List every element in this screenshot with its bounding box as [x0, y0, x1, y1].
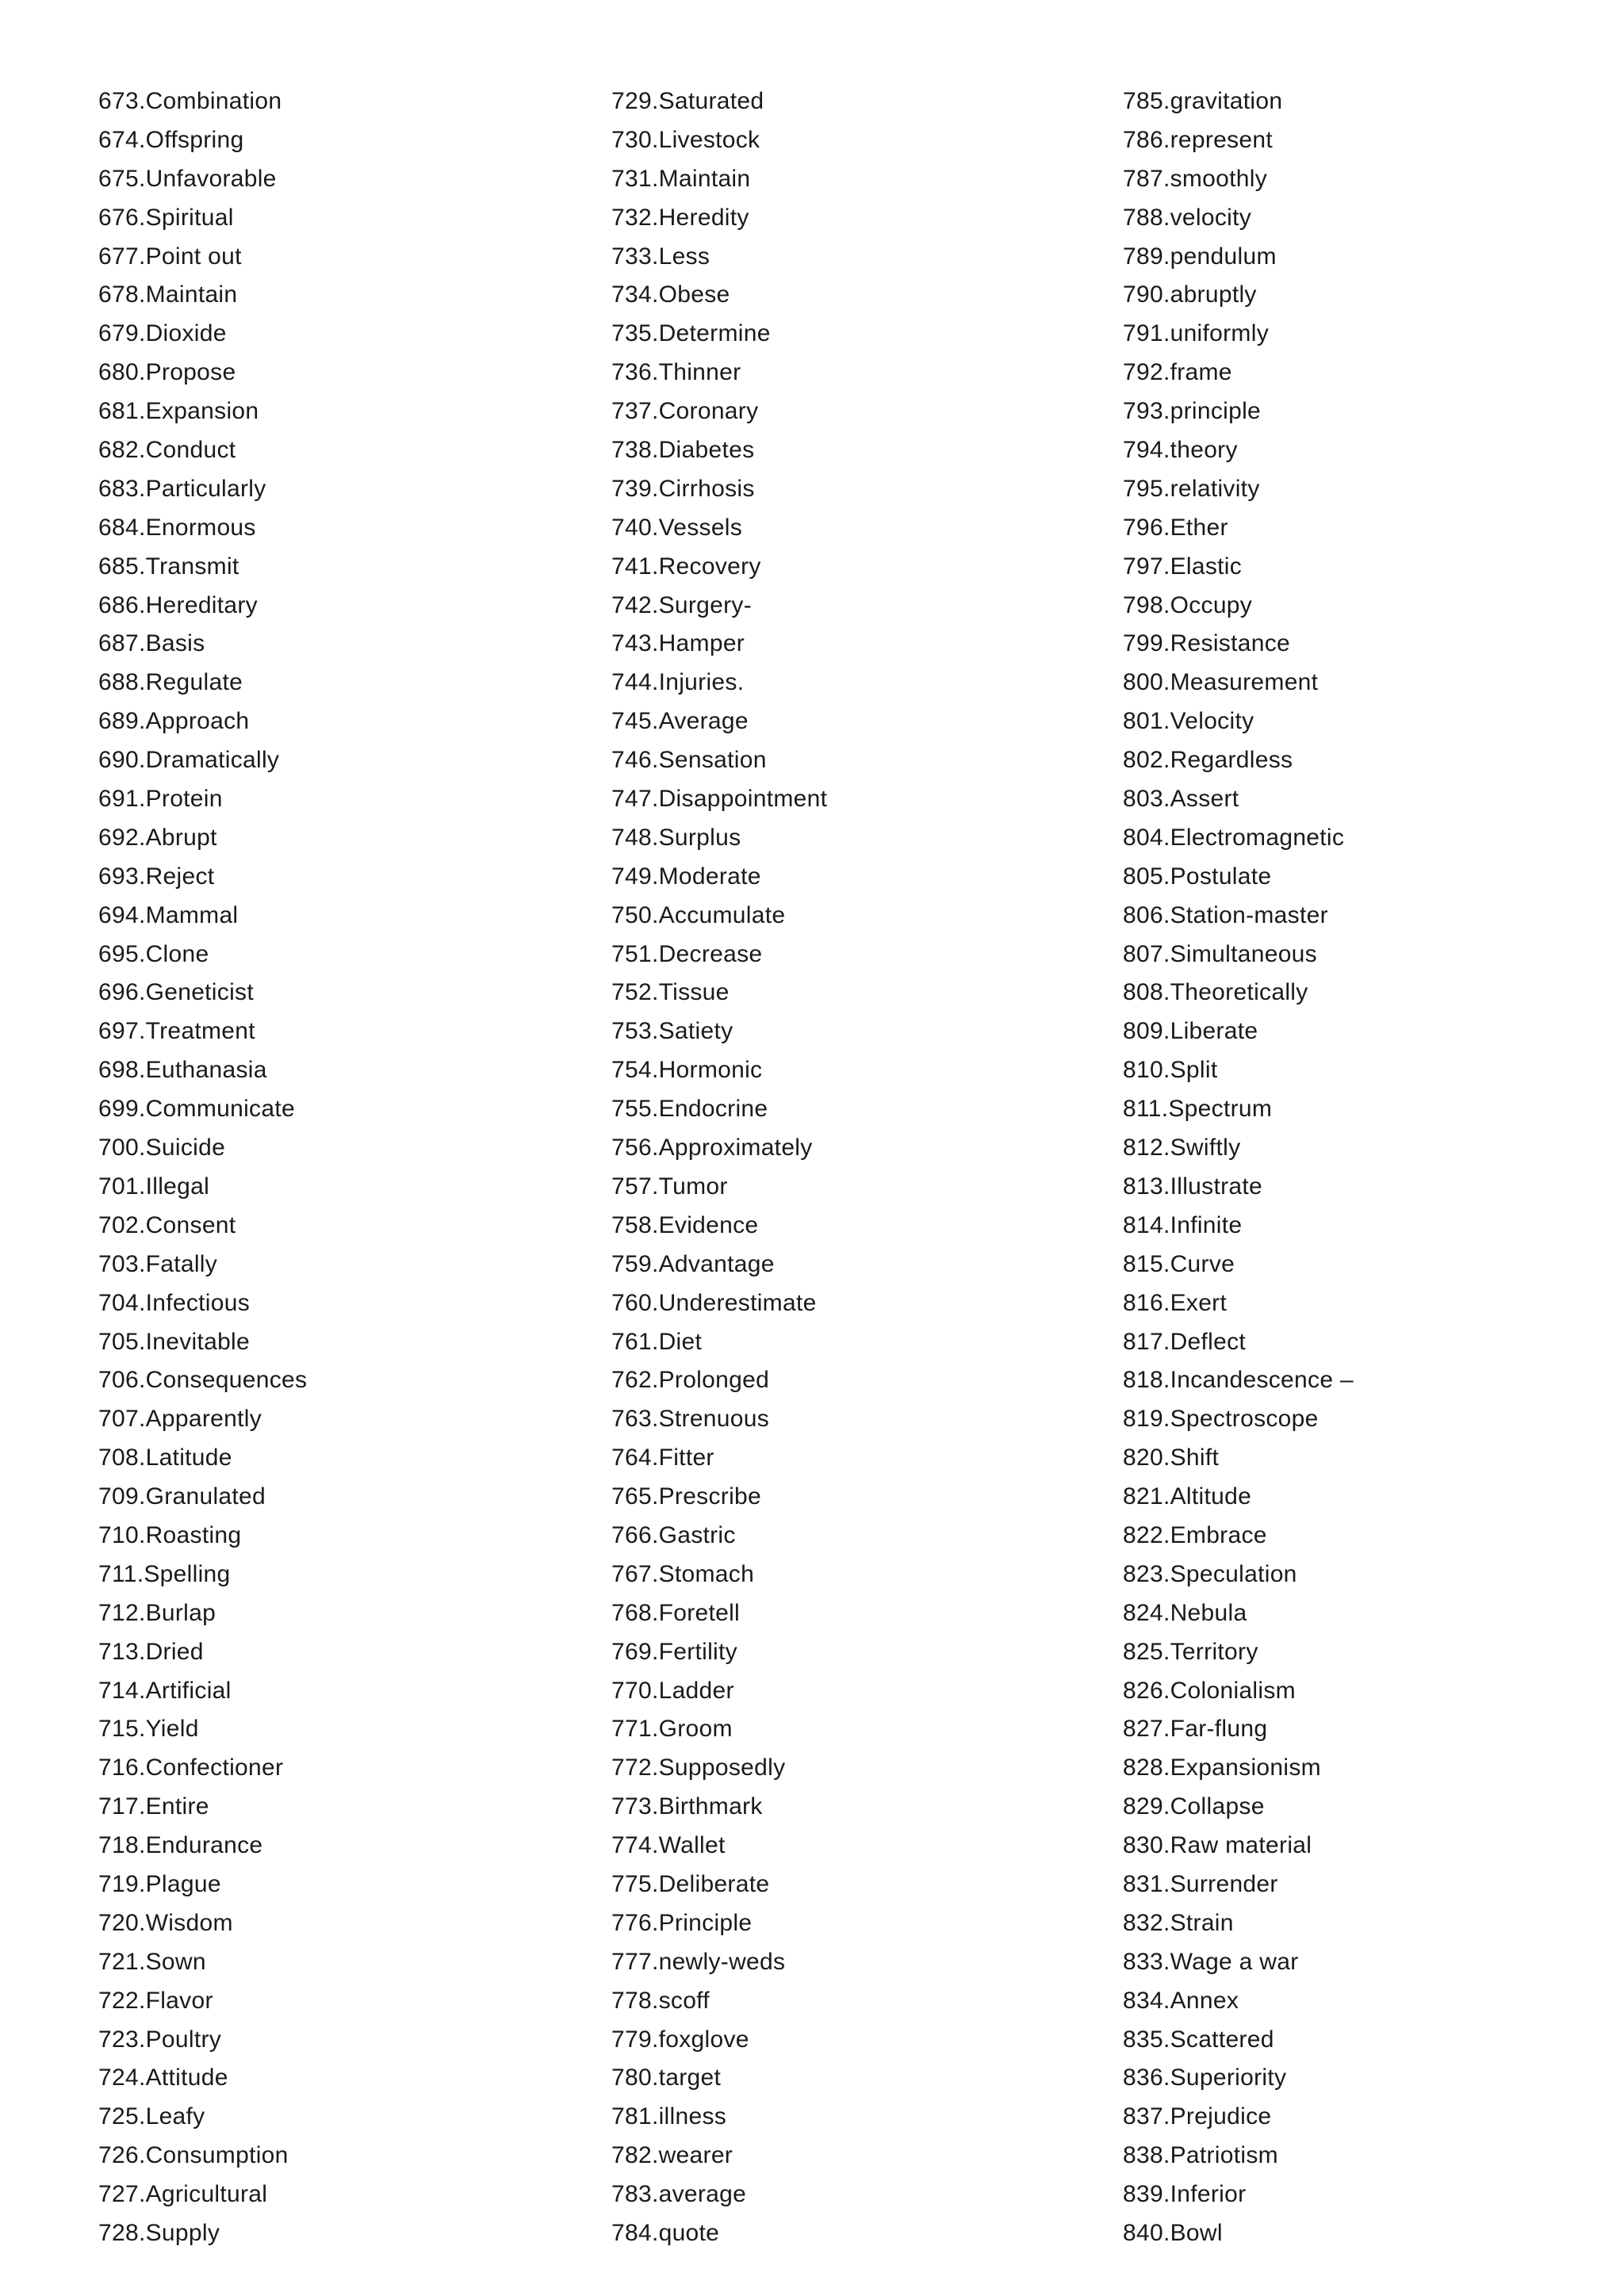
- word-entry: 830.Raw material: [1123, 1832, 1312, 1859]
- word-entry: 793.principle: [1123, 398, 1262, 425]
- word-column-1: [98, 82, 307, 2253]
- word-entry: 749.Moderate: [611, 863, 761, 890]
- word-entry: 823.Speculation: [1123, 1560, 1297, 1587]
- word-entry: 694.Mammal: [98, 901, 239, 928]
- word-entry: 756.Approximately: [611, 1135, 813, 1161]
- word-entry: 807.Simultaneous: [1123, 940, 1317, 967]
- word-entry: 718.Endurance: [98, 1832, 263, 1859]
- word-entry: 813.Illustrate: [1123, 1173, 1262, 1200]
- word-entry: 677.Point out: [98, 243, 242, 270]
- word-entry: 764.Fitter: [611, 1445, 714, 1471]
- word-entry: 691.Protein: [98, 786, 223, 813]
- word-entry: 778.scoff: [611, 1987, 710, 2014]
- word-entry: 695.Clone: [98, 940, 209, 967]
- word-entry: 804.Electromagnetic: [1123, 824, 1345, 851]
- word-entry: 817.Deflect: [1123, 1328, 1247, 1355]
- word-column-3: [1123, 82, 1354, 2253]
- word-entry: 838.Patriotism: [1123, 2142, 1278, 2169]
- word-entry: 797.Elastic: [1123, 553, 1243, 580]
- word-entry: 834.Annex: [1123, 1987, 1239, 2014]
- word-entry: 782.wearer: [611, 2142, 733, 2169]
- word-entry: 744.Injuries.: [611, 669, 745, 696]
- word-entry: 741.Recovery: [611, 553, 761, 580]
- word-entry: 760.Underestimate: [611, 1289, 817, 1316]
- word-entry: 754.Hormonic: [611, 1057, 763, 1084]
- word-entry: 700.Suicide: [98, 1135, 226, 1161]
- word-entry: 758.Evidence: [611, 1211, 759, 1238]
- word-entry: 825.Territory: [1123, 1638, 1258, 1665]
- word-entry: 826.Colonialism: [1123, 1677, 1296, 1704]
- word-entry: 731.Maintain: [611, 165, 751, 192]
- word-column-2: [611, 82, 827, 2253]
- word-entry: 704.Infectious: [98, 1289, 250, 1316]
- word-entry: 679.Dioxide: [98, 320, 227, 347]
- word-entry: 674.Offspring: [98, 126, 244, 153]
- word-entry: 766.Gastric: [611, 1521, 736, 1548]
- word-entry: 781.illness: [611, 2103, 727, 2130]
- word-entry: 828.Expansionism: [1123, 1755, 1321, 1781]
- word-entry: 705.Inevitable: [98, 1328, 251, 1355]
- word-entry: 787.smoothly: [1123, 165, 1268, 192]
- word-entry: 761.Diet: [611, 1328, 703, 1355]
- word-entry: 799.Resistance: [1123, 630, 1290, 657]
- word-entry: 706.Consequences: [98, 1367, 308, 1394]
- word-entry: 689.Approach: [98, 708, 250, 735]
- word-entry: 821.Altitude: [1123, 1483, 1252, 1510]
- word-entry: 717.Entire: [98, 1793, 209, 1820]
- word-entry: 675.Unfavorable: [98, 165, 277, 192]
- word-entry: 757.Tumor: [611, 1173, 728, 1200]
- word-entry: 774.Wallet: [611, 1832, 726, 1859]
- word-entry: 752.Tissue: [611, 979, 730, 1006]
- word-entry: 795.relativity: [1123, 475, 1260, 502]
- word-entry: 737.Coronary: [611, 398, 759, 425]
- word-entry: 833.Wage a war: [1123, 1948, 1299, 1975]
- word-entry: 811.Spectrum: [1123, 1096, 1273, 1123]
- word-entry: 683.Particularly: [98, 475, 266, 502]
- word-entry: 790.abruptly: [1123, 281, 1257, 308]
- word-entry: 719.Plague: [98, 1870, 221, 1897]
- word-entry: 740.Vessels: [611, 514, 743, 541]
- word-entry: 699.Communicate: [98, 1096, 295, 1123]
- word-entry: 819.Spectroscope: [1123, 1406, 1319, 1433]
- word-entry: 763.Strenuous: [611, 1406, 770, 1433]
- word-entry: 840.Bowl: [1123, 2219, 1223, 2246]
- word-entry: 743.Hamper: [611, 630, 745, 657]
- word-entry: 701.Illegal: [98, 1173, 210, 1200]
- word-entry: 681.Expansion: [98, 398, 259, 425]
- word-entry: 771.Groom: [611, 1716, 733, 1743]
- word-entry: 702.Consent: [98, 1211, 236, 1238]
- word-entry: 839.Inferior: [1123, 2181, 1247, 2208]
- word-entry: 768.Foretell: [611, 1599, 741, 1626]
- word-entry: 726.Consumption: [98, 2142, 289, 2169]
- word-entry: 802.Regardless: [1123, 747, 1293, 774]
- word-entry: 777.newly-weds: [611, 1948, 786, 1975]
- word-entry: 751.Decrease: [611, 940, 763, 967]
- word-entry: 750.Accumulate: [611, 901, 786, 928]
- word-entry: 835.Scattered: [1123, 2026, 1274, 2053]
- word-entry: 742.Surgery-: [611, 591, 753, 618]
- word-entry: 769.Fertility: [611, 1638, 737, 1665]
- word-entry: 676.Spiritual: [98, 204, 234, 231]
- word-entry: 709.Granulated: [98, 1483, 266, 1510]
- word-entry: 772.Supposedly: [611, 1755, 786, 1781]
- word-entry: 832.Strain: [1123, 1909, 1234, 1936]
- word-entry: 715.Yield: [98, 1716, 199, 1743]
- word-entry: 684.Enormous: [98, 514, 256, 541]
- word-entry: 831.Surrender: [1123, 1870, 1278, 1897]
- word-entry: 801.Velocity: [1123, 708, 1254, 735]
- word-entry: 692.Abrupt: [98, 824, 217, 851]
- word-entry: 708.Latitude: [98, 1445, 232, 1471]
- word-entry: 678.Maintain: [98, 281, 238, 308]
- word-entry: 808.Theoretically: [1123, 979, 1308, 1006]
- word-entry: 827.Far-flung: [1123, 1716, 1268, 1743]
- word-entry: 739.Cirrhosis: [611, 475, 755, 502]
- word-entry: 732.Heredity: [611, 204, 749, 231]
- word-entry: 755.Endocrine: [611, 1096, 768, 1123]
- word-entry: 747.Disappointment: [611, 786, 828, 813]
- word-entry: 730.Livestock: [611, 126, 760, 153]
- word-entry: 816.Exert: [1123, 1289, 1228, 1316]
- word-entry: 698.Euthanasia: [98, 1057, 267, 1084]
- word-entry: 687.Basis: [98, 630, 205, 657]
- word-entry: 686.Hereditary: [98, 591, 258, 618]
- word-entry: 796.Ether: [1123, 514, 1228, 541]
- word-entry: 712.Burlap: [98, 1599, 216, 1626]
- word-entry: 820.Shift: [1123, 1445, 1220, 1471]
- word-entry: 680.Propose: [98, 359, 236, 386]
- word-entry: 722.Flavor: [98, 1987, 213, 2014]
- word-entry: 690.Dramatically: [98, 747, 280, 774]
- word-entry: 745.Average: [611, 708, 749, 735]
- word-entry: 767.Stomach: [611, 1560, 755, 1587]
- word-entry: 776.Principle: [611, 1909, 753, 1936]
- word-entry: 806.Station-master: [1123, 901, 1328, 928]
- word-entry: 815.Curve: [1123, 1250, 1235, 1277]
- word-entry: 792.frame: [1123, 359, 1232, 386]
- word-entry: 759.Advantage: [611, 1250, 775, 1277]
- word-entry: 714.Artificial: [98, 1677, 232, 1704]
- word-entry: 779.foxglove: [611, 2026, 749, 2053]
- word-entry: 703.Fatally: [98, 1250, 218, 1277]
- word-entry: 721.Sown: [98, 1948, 206, 1975]
- word-entry: 724.Attitude: [98, 2064, 228, 2091]
- word-entry: 713.Dried: [98, 1638, 204, 1665]
- word-entry: 738.Diabetes: [611, 437, 755, 464]
- word-entry: 794.theory: [1123, 437, 1238, 464]
- word-entry: 697.Treatment: [98, 1018, 255, 1045]
- word-entry: 711.Spelling: [98, 1560, 231, 1587]
- word-entry: 785.gravitation: [1123, 88, 1283, 114]
- word-entry: 837.Prejudice: [1123, 2103, 1272, 2130]
- word-entry: 829.Collapse: [1123, 1793, 1265, 1820]
- word-entry: 720.Wisdom: [98, 1909, 233, 1936]
- word-entry: 836.Superiority: [1123, 2064, 1287, 2091]
- word-entry: 810.Split: [1123, 1057, 1218, 1084]
- word-entry: 729.Saturated: [611, 88, 764, 114]
- word-entry: 696.Geneticist: [98, 979, 254, 1006]
- word-entry: 805.Postulate: [1123, 863, 1272, 890]
- word-entry: 727.Agricultural: [98, 2181, 268, 2208]
- word-entry: 716.Confectioner: [98, 1755, 284, 1781]
- word-entry: 780.target: [611, 2064, 722, 2091]
- word-entry: 688.Regulate: [98, 669, 243, 696]
- word-entry: 710.Roasting: [98, 1521, 242, 1548]
- word-entry: 770.Ladder: [611, 1677, 734, 1704]
- word-entry: 809.Liberate: [1123, 1018, 1258, 1045]
- word-entry: 803.Assert: [1123, 786, 1239, 813]
- word-entry: 673.Combination: [98, 88, 282, 114]
- word-entry: 818.Incandescence –: [1123, 1367, 1354, 1394]
- word-entry: 765.Prescribe: [611, 1483, 761, 1510]
- word-entry: 746.Sensation: [611, 747, 767, 774]
- word-entry: 748.Surplus: [611, 824, 741, 851]
- word-entry: 734.Obese: [611, 281, 730, 308]
- word-entry: 784.quote: [611, 2219, 720, 2246]
- word-entry: 725.Leafy: [98, 2103, 205, 2130]
- word-entry: 735.Determine: [611, 320, 771, 347]
- word-entry: 736.Thinner: [611, 359, 741, 386]
- word-entry: 791.uniformly: [1123, 320, 1269, 347]
- word-entry: 685.Transmit: [98, 553, 239, 580]
- word-entry: 728.Supply: [98, 2219, 220, 2246]
- word-entry: 814.Infinite: [1123, 1211, 1243, 1238]
- word-entry: 682.Conduct: [98, 437, 236, 464]
- word-entry: 762.Prolonged: [611, 1367, 770, 1394]
- word-entry: 783.average: [611, 2181, 747, 2208]
- word-entry: 812.Swiftly: [1123, 1135, 1241, 1161]
- word-entry: 707.Apparently: [98, 1406, 262, 1433]
- word-entry: 800.Measurement: [1123, 669, 1319, 696]
- word-entry: 789.pendulum: [1123, 243, 1277, 270]
- word-entry: 824.Nebula: [1123, 1599, 1247, 1626]
- word-entry: 693.Reject: [98, 863, 215, 890]
- word-entry: 723.Poultry: [98, 2026, 222, 2053]
- word-entry: 798.Occupy: [1123, 591, 1253, 618]
- word-entry: 788.velocity: [1123, 204, 1252, 231]
- word-entry: 786.represent: [1123, 126, 1274, 153]
- word-entry: 733.Less: [611, 243, 710, 270]
- word-entry: 822.Embrace: [1123, 1521, 1267, 1548]
- word-entry: 775.Deliberate: [611, 1870, 770, 1897]
- word-entry: 773.Birthmark: [611, 1793, 763, 1820]
- word-entry: 753.Satiety: [611, 1018, 733, 1045]
